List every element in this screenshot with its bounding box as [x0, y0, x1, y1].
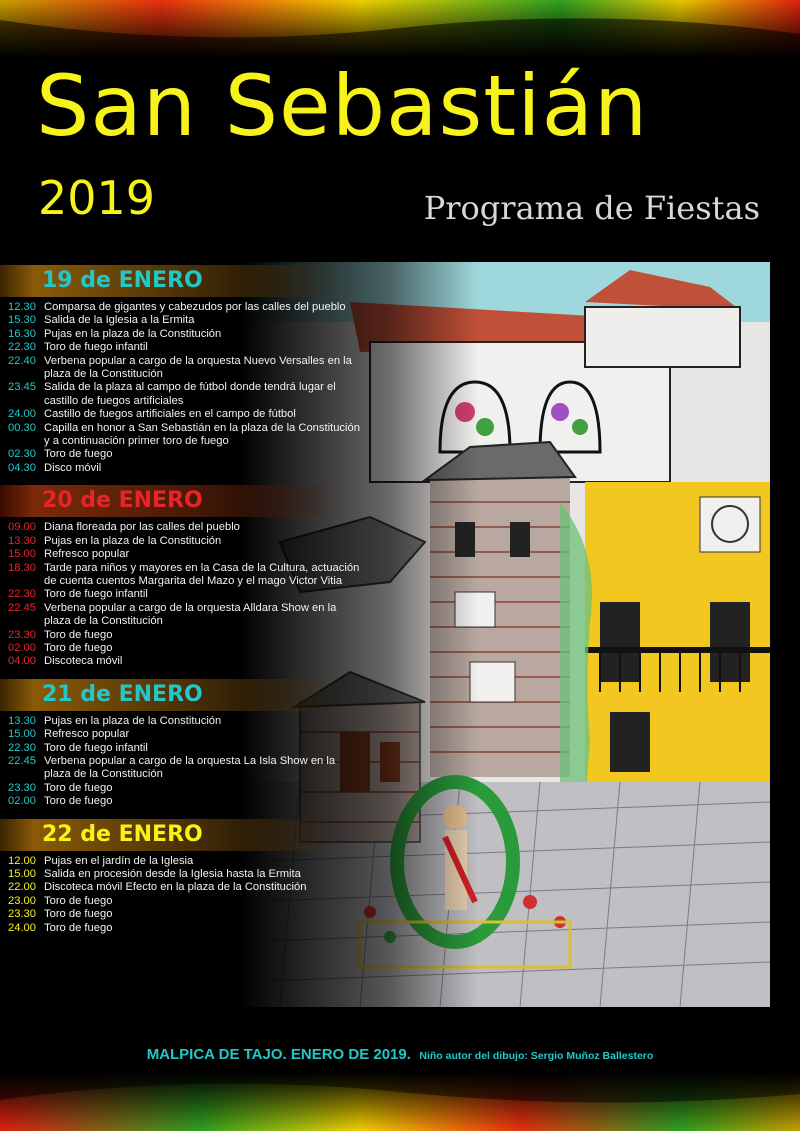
event-time: 15.00 [8, 868, 36, 880]
event-description: Disco móvil [44, 461, 102, 474]
event-description: Refresco popular [44, 548, 130, 561]
event-item [0, 521, 380, 534]
event-description: Toro de fuego [44, 641, 113, 654]
event-item [0, 782, 380, 795]
day-section [0, 265, 380, 485]
event-time: 04.00 [8, 655, 36, 668]
footer [0, 1046, 800, 1064]
event-item [0, 562, 380, 589]
event-time: 15.30 [8, 314, 36, 327]
event-list [0, 851, 380, 945]
event-description: Pujas en la plaza de la Constitución [44, 534, 222, 547]
event-description: Discoteca móvil Efecto en la plaza de la Constitución [44, 881, 307, 894]
event-description: Tarde para niños y mayores en la Casa de la Cultura, actuación de cuenta cuentos Margarita del Mazo y el mago Victor Vitia [44, 561, 360, 587]
event-description: Salida en procesión desde la Iglesia hasta la Ermita [44, 868, 301, 880]
event-time: 04.30 [8, 461, 36, 474]
event-description: Pujas en la plaza de la Constitución [44, 714, 222, 727]
event-item [0, 868, 380, 881]
event-time: 23.45 [8, 381, 36, 394]
event-time: 00.30 [8, 421, 36, 434]
event-time: 22.30 [8, 341, 36, 354]
bottom-decorative-band [0, 1072, 800, 1131]
event-item [0, 655, 380, 668]
footer-location-date: MALPICA DE TAJO. ENERO DE 2019. [146, 1046, 411, 1063]
event-time: 13.30 [8, 534, 36, 547]
day-heading: 19 de ENERO [0, 265, 340, 297]
event-description: Toro de fuego [44, 448, 113, 461]
event-item [0, 629, 380, 642]
event-list [0, 297, 380, 485]
event-time: 09.00 [8, 521, 36, 534]
event-time: 22.40 [8, 354, 36, 367]
event-time: 24.00 [8, 921, 36, 934]
event-item [0, 301, 380, 314]
event-description: Capilla en honor a San Sebastián en la plaza de la Constitución y a continuación primer toro de fuego [44, 421, 360, 448]
event-time: 22.00 [8, 881, 36, 894]
event-description: Refresco popular [44, 728, 130, 741]
event-time: 15.00 [8, 728, 36, 741]
event-item [0, 422, 380, 449]
day-heading: 22 de ENERO [0, 819, 340, 851]
event-description: Toro de fuego [44, 628, 113, 641]
subtitle: Programa de Fiestas [423, 189, 760, 227]
event-description: Discoteca móvil [44, 655, 123, 668]
day-section [0, 485, 380, 678]
event-item [0, 881, 380, 894]
event-time: 23.30 [8, 908, 36, 921]
event-description: Castillo de fuegos artificiales en el campo de fútbol [44, 408, 296, 421]
event-time: 23.30 [8, 628, 36, 641]
footer-drawing-credit: Niño autor del dibujo: Sergio Muñoz Ballestero [419, 1050, 654, 1062]
event-item [0, 314, 380, 327]
day-heading: 21 de ENERO [0, 679, 340, 711]
event-item [0, 715, 380, 728]
event-description: Verbena popular a cargo de la orquesta La Isla Show en la plaza de la Constitución [44, 754, 336, 781]
event-time: 12.30 [8, 301, 36, 313]
event-item [0, 355, 380, 382]
event-item [0, 908, 380, 921]
event-time: 22.30 [8, 588, 36, 601]
event-item [0, 602, 380, 629]
event-description: Salida de la Iglesia a la Ermita [44, 314, 195, 327]
event-time: 22.30 [8, 741, 36, 754]
day-section [0, 679, 380, 819]
event-item [0, 535, 380, 548]
event-description: Pujas en la plaza de la Constitución [44, 327, 222, 340]
event-item [0, 341, 380, 354]
event-item [0, 328, 380, 341]
event-item [0, 795, 380, 808]
event-time: 02.30 [8, 448, 36, 461]
event-item [0, 462, 380, 475]
event-time: 23.30 [8, 781, 36, 794]
event-time: 22.45 [8, 754, 36, 767]
event-description: Diana floreada por las calles del pueblo [44, 521, 240, 534]
day-heading: 20 de ENERO [0, 485, 340, 517]
page-title: San Sebastián [36, 57, 649, 155]
top-decorative-band [0, 0, 800, 58]
event-item [0, 408, 380, 421]
event-item [0, 742, 380, 755]
event-item [0, 588, 380, 601]
event-time: 22.45 [8, 601, 36, 614]
event-item [0, 381, 380, 408]
event-item [0, 728, 380, 741]
event-time: 24.00 [8, 408, 36, 421]
event-description: Toro de fuego infantil [44, 741, 148, 754]
event-list [0, 711, 380, 819]
festival-program [0, 265, 380, 945]
event-description: Toro de fuego [44, 795, 113, 808]
event-time: 12.00 [8, 854, 36, 867]
event-time: 18.30 [8, 561, 36, 574]
event-item [0, 922, 380, 935]
event-time: 02.00 [8, 641, 36, 654]
event-description: Comparsa de gigantes y cabezudos por las calles del pueblo [44, 301, 346, 313]
event-description: Toro de fuego infantil [44, 588, 148, 601]
event-time: 13.30 [8, 714, 36, 727]
event-item [0, 448, 380, 461]
event-description: Toro de fuego [44, 921, 113, 934]
event-description: Salida de la plaza al campo de fútbol donde tendrá lugar el castillo de fuegos artificiales [44, 381, 336, 407]
event-time: 15.00 [8, 548, 36, 561]
event-time: 16.30 [8, 327, 36, 340]
event-description: Toro de fuego [44, 781, 113, 794]
event-time: 02.00 [8, 795, 36, 808]
event-list [0, 517, 380, 678]
day-section [0, 819, 380, 945]
event-description: Toro de fuego [44, 908, 113, 921]
event-description: Pujas en el jardín de la Iglesia [44, 854, 194, 867]
event-item [0, 755, 380, 782]
event-item [0, 642, 380, 655]
event-description: Toro de fuego infantil [44, 341, 148, 354]
event-description: Verbena popular a cargo de la orquesta Nuevo Versalles en la plaza de la Constitución [44, 354, 352, 381]
event-item [0, 548, 380, 561]
year-label: 2019 [38, 171, 156, 225]
event-item [0, 855, 380, 868]
event-description: Toro de fuego [44, 894, 113, 907]
event-item [0, 895, 380, 908]
event-time: 23.00 [8, 894, 36, 907]
event-description: Verbena popular a cargo de la orquesta Alldara Show en la plaza de la Constitución [44, 601, 337, 628]
